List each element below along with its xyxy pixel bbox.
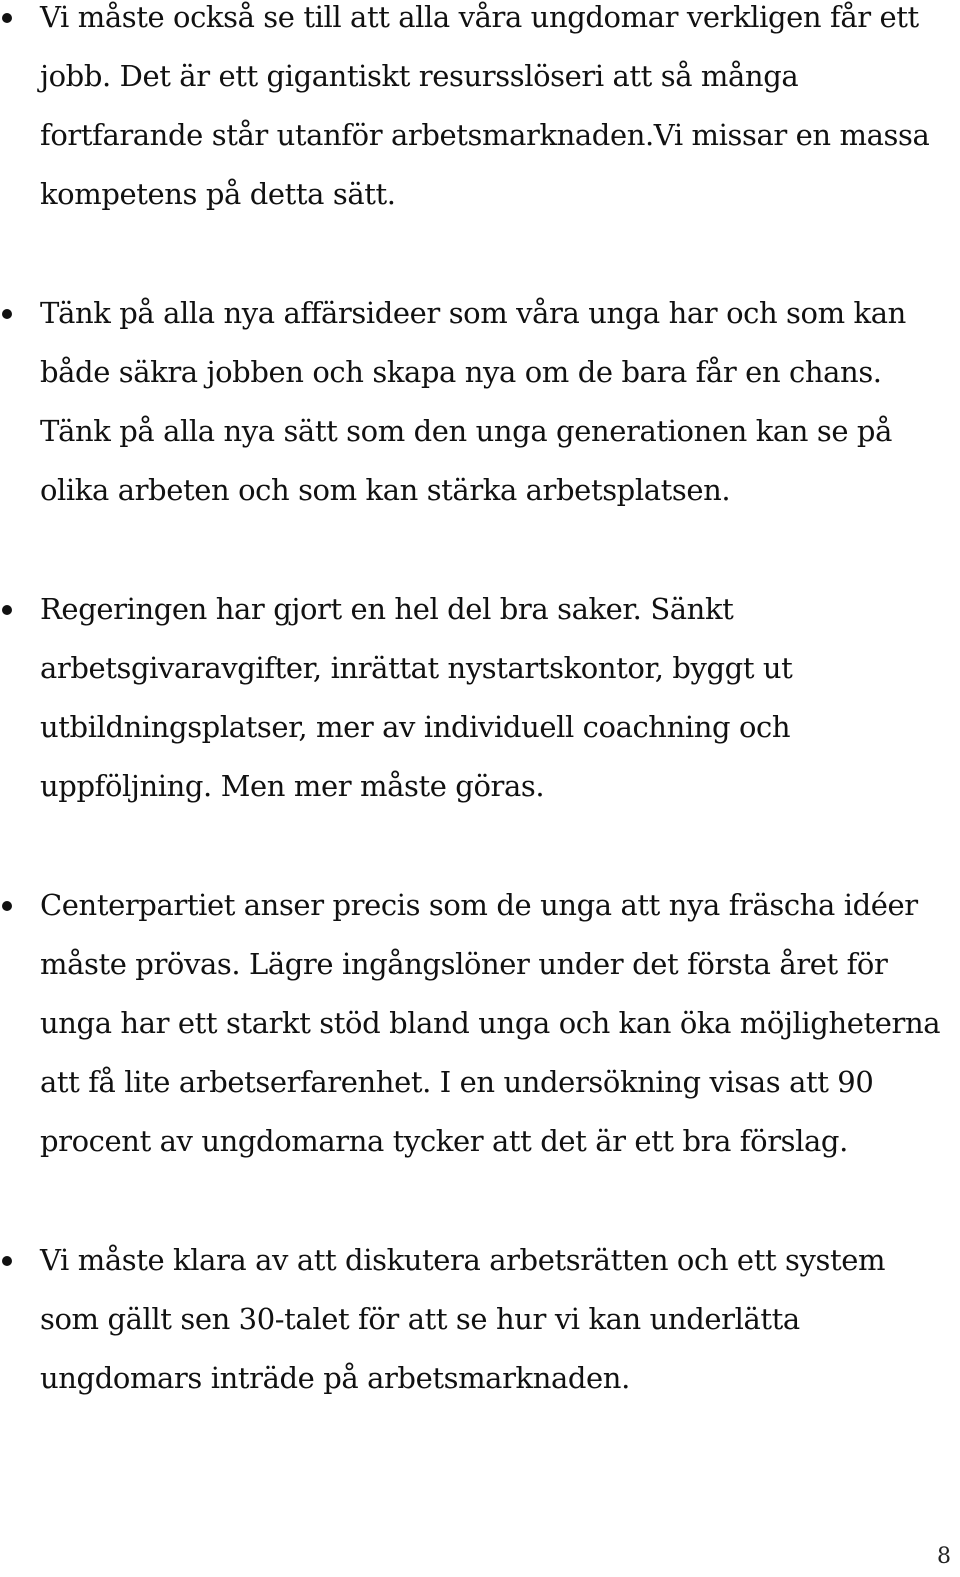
bullet-item-4 <box>0 876 960 1171</box>
bullet-item-5 <box>0 1231 960 1408</box>
bullet-item-2 <box>0 284 960 520</box>
bullet-text-1: Vi måste också se till att alla våra ungdomar verkligen får ett jobb. Det är ett gigantiskt resursslöseri att så många fortfarande står utanför arbetsmarknaden.Vi missar en massa kompetens på detta sätt. <box>40 0 930 211</box>
bullet-item-1 <box>0 0 960 224</box>
bullet-text-3: Regeringen har gjort en hel del bra saker. Sänkt arbetsgivaravgifter, inrättat nystartskontor, byggt ut utbildningsplatser, mer av individuell coachning och uppföljning. Men mer måste göras. <box>40 592 793 803</box>
bullet-icon <box>2 13 12 23</box>
bullet-item-3 <box>0 580 960 816</box>
bullet-icon <box>2 309 12 319</box>
bullet-text-2: Tänk på alla nya affärsideer som våra unga har och som kan både säkra jobben och skapa nya om de bara får en chans. Tänk på alla nya sätt som den unga generationen kan se på olika arbeten och som kan stärka arbetsplatsen. <box>40 296 906 507</box>
bullet-text-4: Centerpartiet anser precis som de unga att nya fräscha idéer måste prövas. Lägre ingångslöner under det första året för unga har ett starkt stöd bland unga och kan öka möjligheterna att få lite arbetserfarenhet. I en undersökning visas att 90 procent av ungdomarna tycker att det är ett bra förslag. <box>40 888 941 1158</box>
page-number: 8 <box>937 1544 951 1569</box>
bullet-icon <box>2 605 12 615</box>
bullet-text-5: Vi måste klara av att diskutera arbetsrätten och ett system som gällt sen 30-talet för att se hur vi kan underlätta ungdomars inträde på arbetsmarknaden. <box>40 1243 886 1395</box>
bullet-icon <box>2 901 12 911</box>
bullet-icon <box>2 1256 12 1266</box>
